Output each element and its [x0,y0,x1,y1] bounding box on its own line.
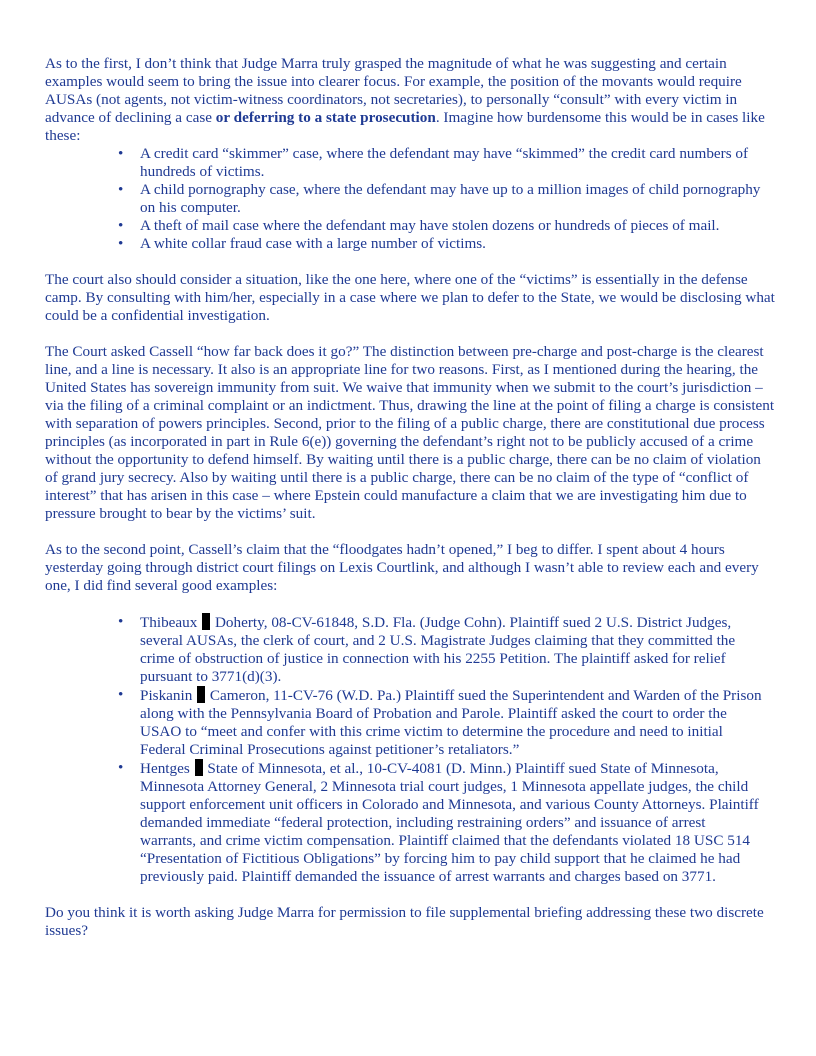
list-item [45,217,775,235]
paragraph-spacer [45,595,775,613]
list-item-text: State of Minnesota, et al., 10-CV-4081 (D. Minn.) Plaintiff sued State of Minnesota, Minnesota Attorney General, 2 Minnesota trial court judges, 1 Minnesota appellate judges, the child support enforcement unit officers in Colorado and Minnesota, and various County Attorneys. Plaintiff demanded immediate “federal protection, including restraining orders” and issuance of arrest warrants, and crime victim compensation. Plaintiff claimed that the defendants violated 18 USC 514 “Presentation of Fictitious Obligations” by forcing him to pay child support that he claimed he had previously paid. Plaintiff demanded the issuance of arrest warrants and charges based on 3771. [140,760,759,885]
paragraph-spacer [45,253,775,271]
case-party: Piskanin [140,687,197,704]
paragraph-spacer [45,886,775,904]
list-item-text: A theft of mail case where the defendant may have stolen dozens or hundreds of pieces of mail. [140,217,720,234]
bullet-icon: • [118,613,124,630]
paragraph-closing-question: Do you think it is worth asking Judge Marra for permission to file supplemental briefing addressing these two discrete issues? [45,904,764,939]
bullet-icon: • [118,235,124,252]
redaction-block [202,613,210,630]
paragraph-text: . Imagine how burdensome this would be in cases like these: [45,109,765,144]
list-item-text: Cameron, 11-CV-76 (W.D. Pa.) Plaintiff sued the Superintendent and Warden of the Prison along with the Pennsylvania Board of Probation and Parole. Plaintiff asked the court to order the USAO to “meet and confer with this crime victim to determine the procedure and need to initial Federal Criminal Prosecutions against petitioner’s retaliators.” [140,687,762,758]
case-party: Hentges [140,760,194,777]
email-body [45,55,775,940]
example-case-list [45,145,775,253]
bold-phrase: or deferring to a state prosecution [215,109,436,126]
paragraph-defense-camp: The court also should consider a situation, like the one here, where one of the “victims” is essentially in the defense camp. By consulting with him/her, especially in a case where we plan to defer to the State, we would be disclosing what could be a confidential investigation. [45,271,775,324]
bullet-icon: • [118,759,124,776]
list-item-text: A credit card “skimmer” case, where the defendant may have “skimmed” the credit card numbers of hundreds of victims. [140,145,749,180]
list-item-text: A child pornography case, where the defendant may have up to a million images of child pornography on his computer. [140,181,761,216]
bullet-icon: • [118,145,124,162]
list-item-text: A white collar fraud case with a large number of victims. [140,235,486,252]
paragraph-text: As to the first, I don’t think that Judge Marra truly grasped the magnitude of what he was suggesting and certain examples would seem to bring the issue into clearer focus. For example, the position of the movants would require AUSAs (not agents, not victim-witness coordinators, not secretaries), to personally “consult” with every victim in advance of declining a case [45,55,742,126]
court-filing-list [45,613,775,886]
paragraph-spacer [45,325,775,343]
list-item [45,613,775,686]
list-item [45,235,775,253]
bullet-icon: • [118,217,124,234]
redaction-block [195,759,203,776]
list-item [45,181,775,217]
list-item [45,145,775,181]
bullet-icon: • [118,686,124,703]
list-item-text: Doherty, 08-CV-61848, S.D. Fla. (Judge Cohn). Plaintiff sued 2 U.S. District Judges, several AUSAs, the clerk of court, and 2 U.S. Magistrate Judges claiming that they committed the crime of obstruction of justice in connection with his 2255 Petition. The plaintiff asked for relief pursuant to 3771(d)(3). [140,614,736,685]
paragraph-floodgates: As to the second point, Cassell’s claim that the “floodgates hadn’t opened,” I beg to differ. I spent about 4 hours yesterday going through district court filings on Lexis Courtlink, and although I wasn’t able to review each and every one, I did find several good examples: [45,541,759,594]
paragraph-first-point [45,55,775,145]
paragraph-spacer [45,523,775,541]
list-item [45,759,775,886]
list-item [45,686,775,759]
bullet-icon: • [118,181,124,198]
paragraph-how-far-back: The Court asked Cassell “how far back does it go?” The distinction between pre-charge and post-charge is the clearest line, and a line is necessary. It also is an appropriate line for two reasons. First, as I mentioned during the hearing, the United States has sovereign immunity from suit. We waive that immunity when we submit to the court’s jurisdiction – via the filing of a criminal complaint or an indictment. Thus, drawing the line at the point of filing a charge is consistent with separation of powers principles. Second, prior to the filing of a public charge, there are constitutional due process principles (as incorporated in part in Rule 6(e)) governing the defendant’s right not to be publicly accused of a crime without the opportunity to defend himself. By waiting until there is a public charge, there can be no claim of violation of grand jury secrecy. Also by waiting until there is a public charge, there can be no claim of the type of “conflict of interest” that has arisen in this case – where Epstein could manufacture a claim that we are investigating him due to pressure brought to bear by the victims’ suit. [45,343,775,522]
case-party: Thibeaux [140,614,202,631]
redaction-block [197,686,205,703]
